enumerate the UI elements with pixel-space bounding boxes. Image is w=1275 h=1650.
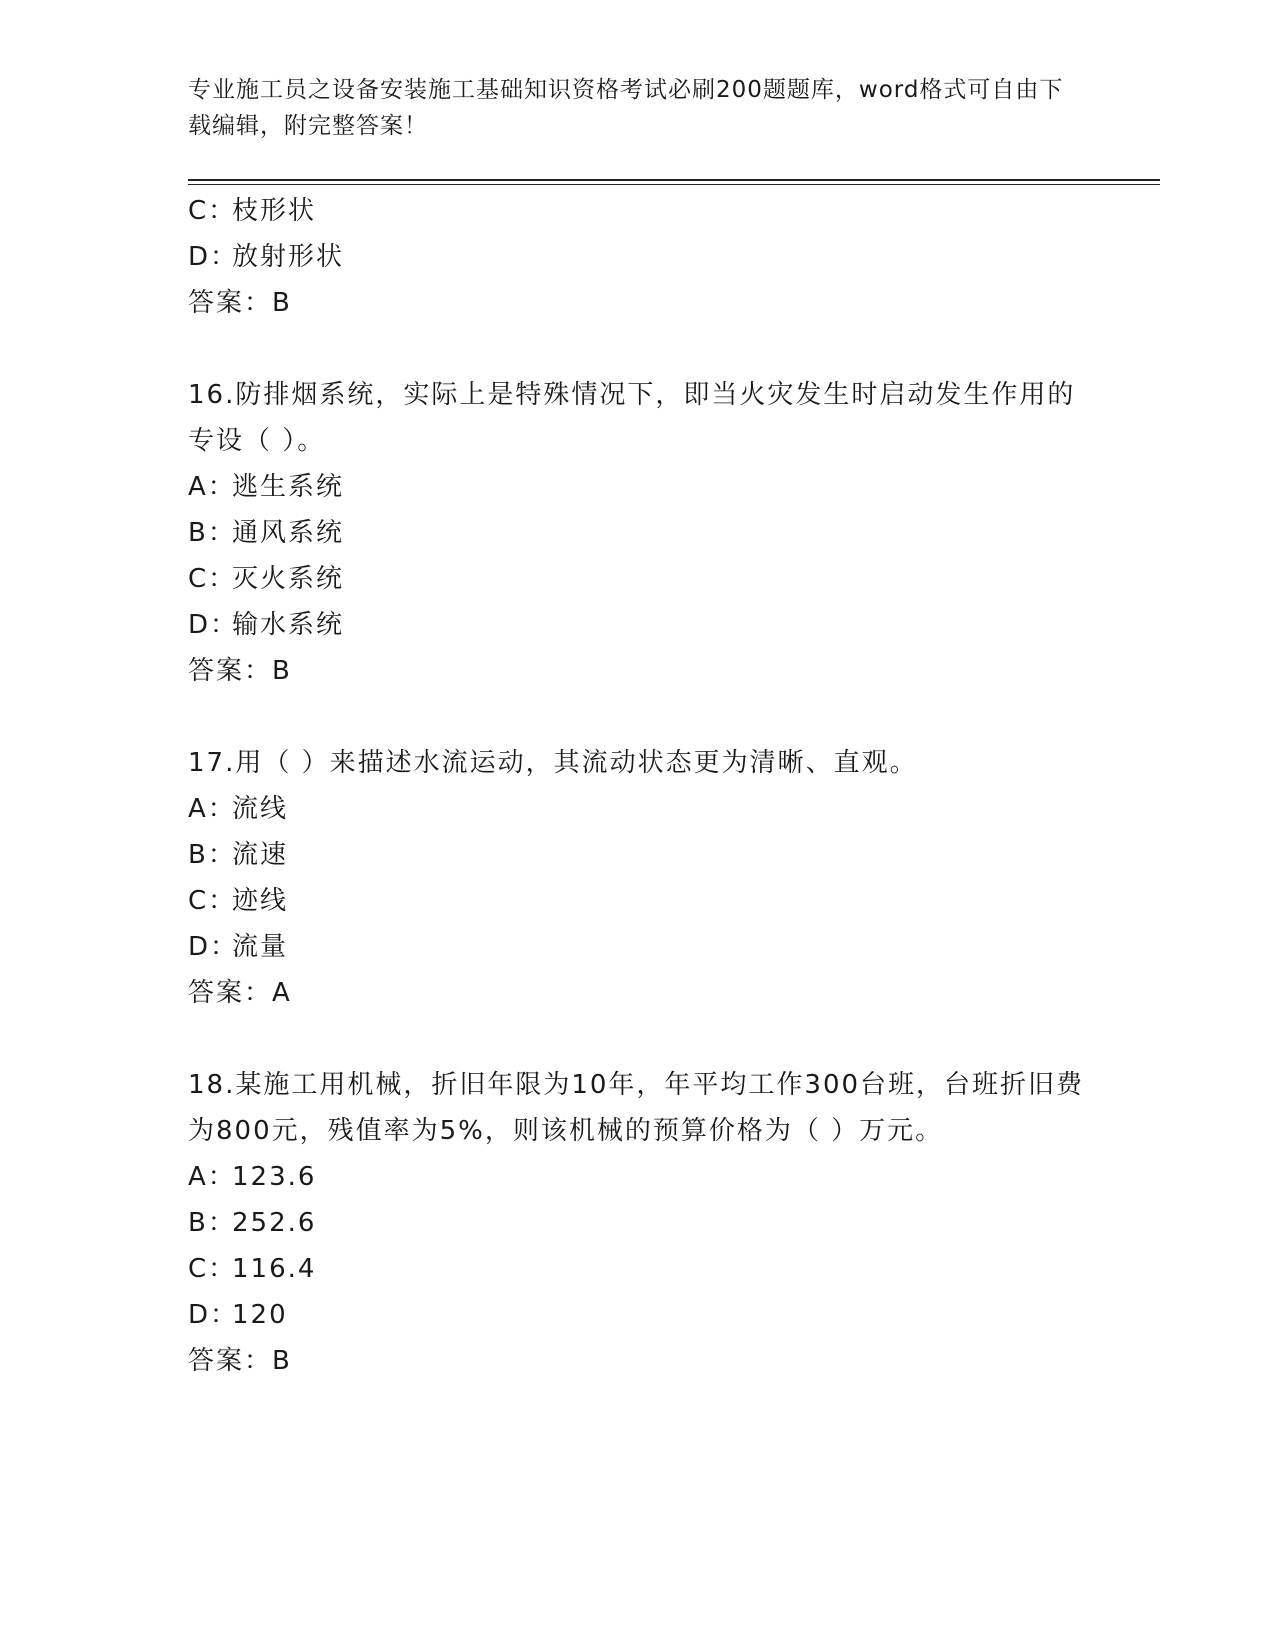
option-text: 枝形状 (232, 196, 317, 226)
option-text: 放射形状 (232, 242, 345, 272)
option-line (188, 878, 1088, 924)
option-line (188, 786, 1088, 832)
option-key: C： (188, 196, 237, 226)
option-line (188, 1200, 1088, 1246)
option-line (188, 234, 1088, 280)
answer-line: 答案：B (188, 1346, 292, 1376)
option-key: A： (188, 1162, 236, 1192)
option-key: B： (188, 518, 236, 548)
option-line (188, 510, 1088, 556)
option-line (188, 1292, 1088, 1338)
option-line (188, 1154, 1088, 1200)
document-header: 专业施工员之设备安装施工基础知识资格考试必刷200题题库，word格式可自由下载编辑，附完整答案！ (188, 77, 1064, 139)
question-text: 16.防排烟系统，实际上是特殊情况下，即当火灾发生时启动发生作用的专设（ ）。 (188, 380, 1076, 456)
option-text: 252.6 (232, 1208, 317, 1238)
option-text: 通风系统 (232, 518, 345, 548)
option-key: C： (188, 564, 237, 594)
option-key: D： (188, 610, 239, 640)
question-content (188, 188, 1088, 1384)
answer-line: 答案：B (188, 656, 292, 686)
option-line (188, 1246, 1088, 1292)
option-key: B： (188, 1208, 236, 1238)
option-key: A： (188, 794, 236, 824)
option-text: 输水系统 (232, 610, 345, 640)
option-key: D： (188, 932, 239, 962)
header-rule-thin (188, 184, 1160, 185)
option-line (188, 556, 1088, 602)
option-text: 123.6 (232, 1162, 317, 1192)
question-text: 17.用（ ）来描述水流运动，其流动状态更为清晰、直观。 (188, 748, 918, 778)
option-key: D： (188, 1300, 239, 1330)
option-text: 迹线 (232, 886, 289, 916)
answer-line: 答案：B (188, 288, 292, 318)
option-key: C： (188, 886, 237, 916)
question-text: 18.某施工用机械，折旧年限为10年，年平均工作300台班，台班折旧费为800元，残值率为5%，则该机械的预算价格为（ ）万元。 (188, 1070, 1085, 1146)
option-key: C： (188, 1254, 237, 1284)
option-text: 逃生系统 (232, 472, 345, 502)
option-line (188, 924, 1088, 970)
option-line (188, 464, 1088, 510)
header-rule-thick (188, 179, 1160, 181)
option-line (188, 188, 1088, 234)
option-line (188, 602, 1088, 648)
spacer (188, 694, 1088, 740)
option-text: 灭火系统 (232, 564, 345, 594)
option-key: A： (188, 472, 236, 502)
option-text: 116.4 (232, 1254, 317, 1284)
option-text: 流速 (232, 840, 289, 870)
option-text: 流线 (232, 794, 289, 824)
option-line (188, 832, 1088, 878)
spacer (188, 326, 1088, 372)
answer-line: 答案：A (188, 978, 292, 1008)
option-key: D： (188, 242, 239, 272)
option-text: 流量 (232, 932, 289, 962)
option-text: 120 (232, 1300, 288, 1330)
option-key: B： (188, 840, 236, 870)
spacer (188, 1016, 1088, 1062)
